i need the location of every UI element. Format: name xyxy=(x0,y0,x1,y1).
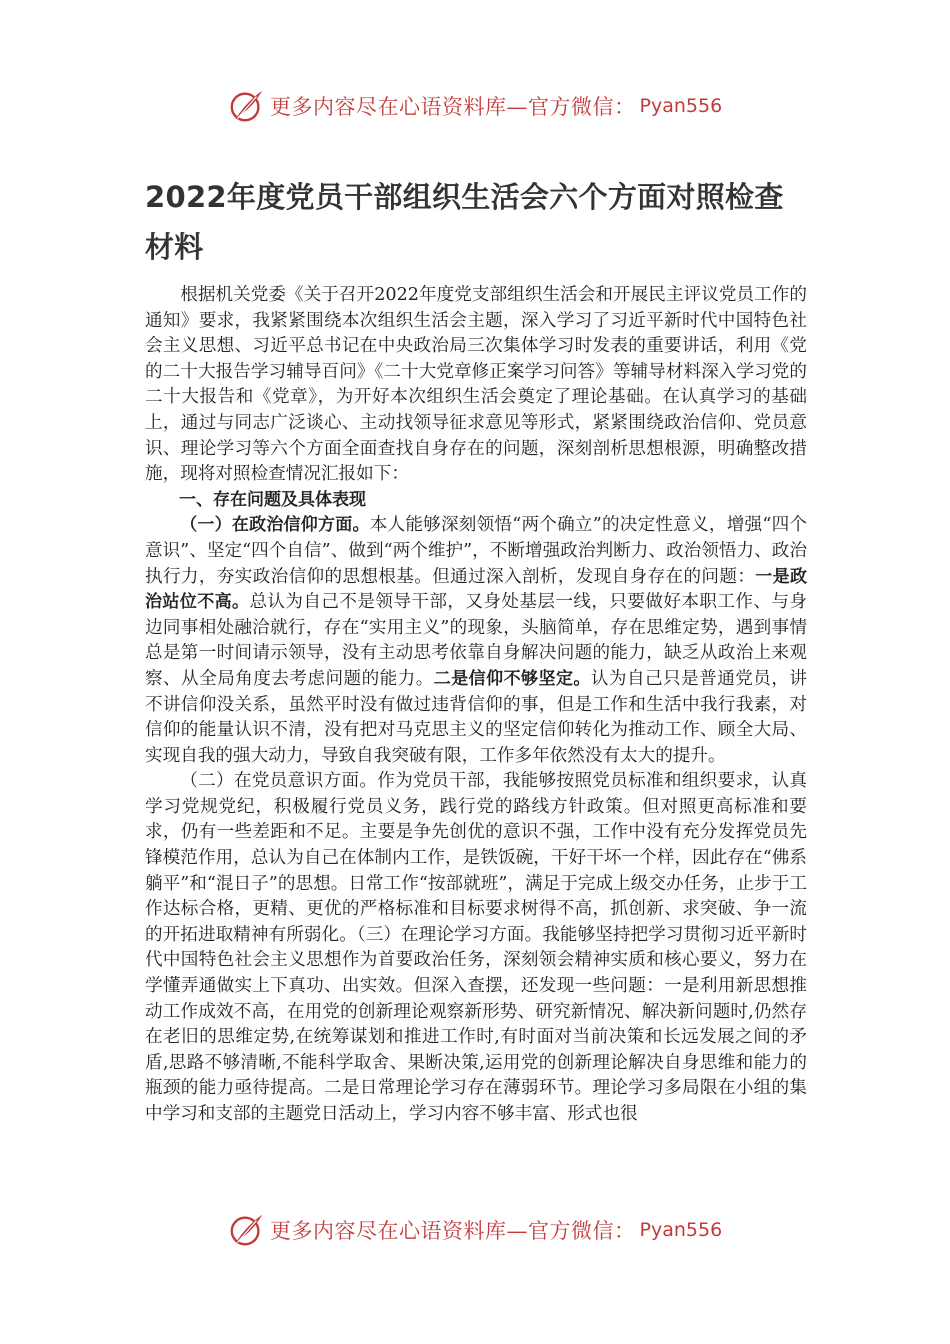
subheading-political-belief: （一）在政治信仰方面。 xyxy=(180,515,370,536)
issue-two-label: 二是信仰不够坚定。 xyxy=(433,668,591,689)
footer-watermark xyxy=(228,1210,728,1250)
feather-pen-logo-icon xyxy=(228,1211,266,1249)
header-watermark xyxy=(228,86,728,126)
document-title: 2022年度党员干部组织生活会六个方面对照检查材料 xyxy=(145,180,784,264)
paragraph-party-awareness: （二）在党员意识方面。作为党员干部，我能够按照党员标准和组织要求，认真学习党规党纪，积极履行党员义务，践行党的路线方针政策。但对照更高标准和要求，仍有一些差距和不足。主要是争先创优的意识不强，工作中没有充分发挥党员先锋模范作用，总认为自己在体制内工作，是铁饭碗，干好干坏一个样，因此存在“佛系躺平”和“混日子”的思想。日常工作“按部就班”，满足于完成上级交办任务，止步于工作达标合格，更精、更优的严格标准和目标要求树得不高，抓创新、求突破、争一流的开拓进取精神有所弱化。（三）在理论学习方面。我能够坚持把学习贯彻习近平新时代中国特色社会主义思想作为首要政治任务，深刻领会精神实质和核心要义，努力在学懂弄通做实上下真功、出实效。但深入查摆，还发现一些问题：一是利用新思想推动工作成效不高，在用党的创新理论观察新形势、研究新情况、解决新问题时,仍然存在老旧的思维定势,在统筹谋划和推进工作时,有时面对当前决策和长远发展之间的矛盾,思路不够清晰,不能科学取舍、果断决策,运用党的创新理论解决自身思维和能力的瓶颈的能力亟待提高。二是日常理论学习存在薄弱环节。理论学习多局限在小组的集中学习和支部的主题党日活动上，学习内容不够丰富、形式也很 xyxy=(145,771,807,1124)
section-heading: 一、存在问题及具体表现 xyxy=(179,489,366,510)
intro-paragraph: 根据机关党委《关于召开2022年度党支部组织生活会和开展民主评议党员工作的通知》要求，我紧紧围绕本次组织生活会主题，深入学习了习近平新时代中国特色社会主义思想、习近平总书记在中央政治局三次集体学习时发表的重要讲话，利用《党的二十大报告学习辅导百问》《二十大党章修正案学习问答》等辅导材料深入学习党的二十大报告和《党章》，为开好本次组织生活会奠定了理论基础。在认真学习的基础上，通过与同志广泛谈心、主动找领导征求意见等形式，紧紧围绕政治信仰、党员意识、理论学习等六个方面全面查找自身存在的问题，深刻剖析思想根源，明确整改措施，现将对照检查情况汇报如下： xyxy=(145,285,807,485)
issue-one-label: 一是政治站位不高。 xyxy=(145,566,807,613)
watermark-text: 更多内容尽在心语资料库—官方微信： xyxy=(270,1219,636,1243)
document-body xyxy=(145,283,807,1128)
watermark-wechat-id: Pyan556 xyxy=(639,95,723,117)
feather-pen-logo-icon xyxy=(228,87,266,125)
paragraph-political-belief: （一）在政治信仰方面。本人能够深刻领悟“两个确立”的决定性意义，增强“四个意识”、坚定“四个自信”、做到“两个维护”，不断增强政治判断力、政治领悟力、政治执行力，夯实政治信仰的思想根基。但通过深入剖析，发现自身存在的问题：一是政治站位不高。总认为自己不是领导干部，又身处基层一线，只要做好本职工作、与身边同事相处融洽就行，存在“实用主义”的现象，头脑简单，存在思维定势，遇到事情总是第一时间请示领导，没有主动思考依靠自身解决问题的能力，缺乏从政治上来观察、从全局角度去考虑问题的能力。二是信仰不够坚定。认为自己只是普通党员，讲不讲信仰没关系，虽然平时没有做过违背信仰的事，但是工作和生活中我行我素，对信仰的能量认识不清，没有把对马克思主义的坚定信仰转化为推动工作、顾全大局、实现自我的强大动力，导致自我突破有限，工作多年依然没有太大的提升。 xyxy=(145,515,807,766)
watermark-wechat-id: Pyan556 xyxy=(639,1219,723,1241)
watermark-text: 更多内容尽在心语资料库—官方微信： xyxy=(270,95,636,119)
